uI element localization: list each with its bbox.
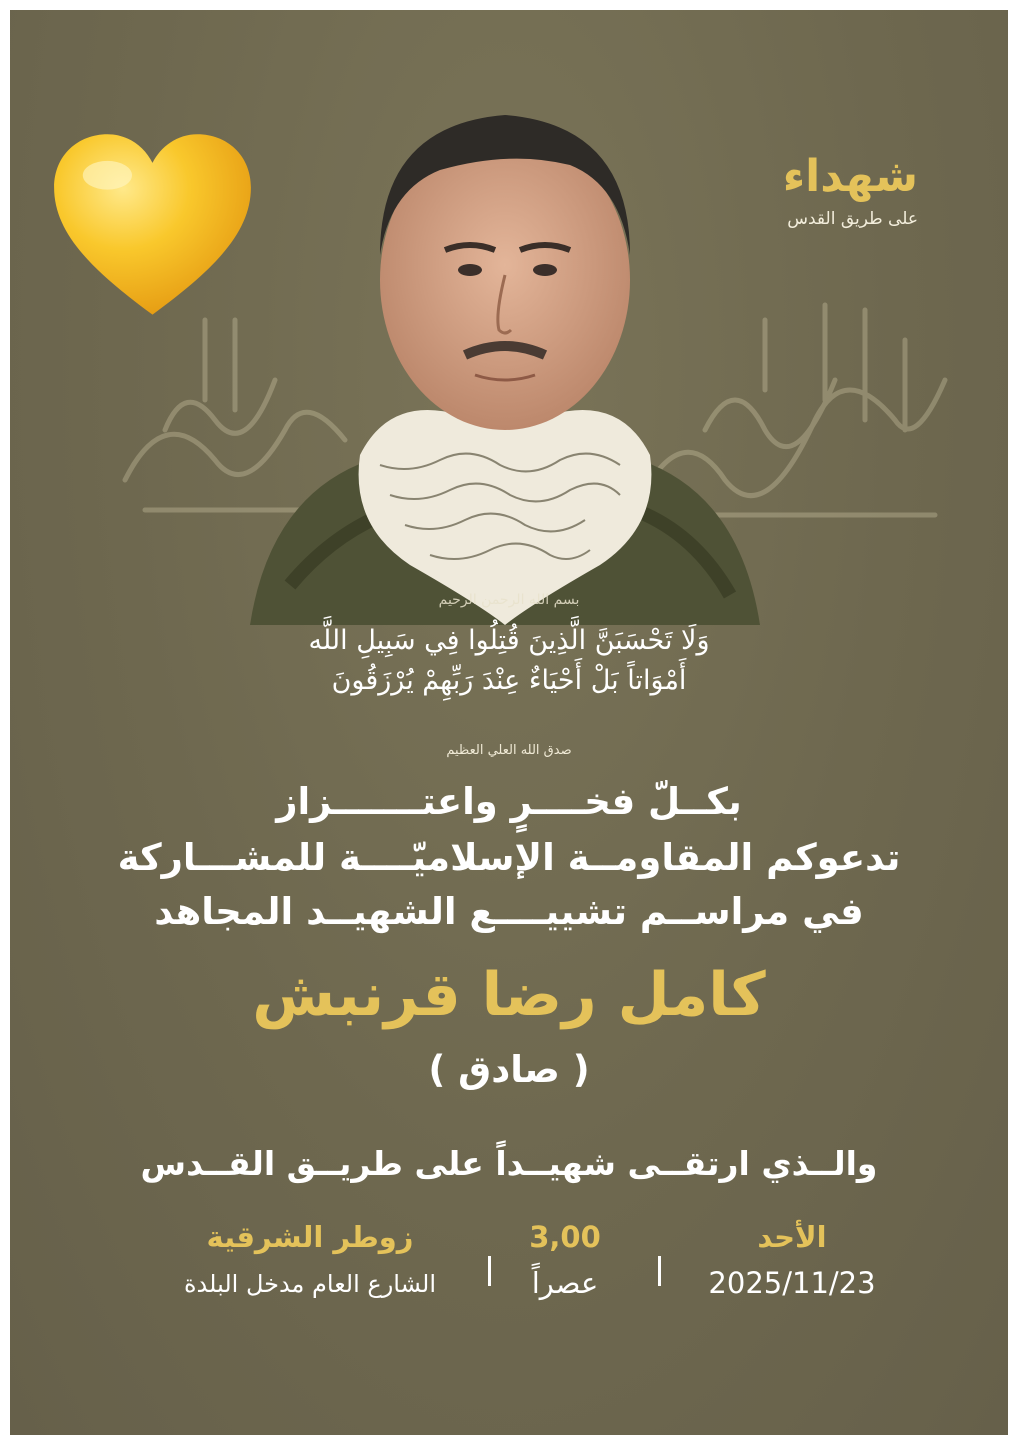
martyr-name: كامل رضا قرنبش — [252, 960, 766, 1030]
funeral-day: الأحد — [757, 1220, 827, 1254]
verse-closing: صدق الله العلي العظيم — [446, 743, 572, 758]
martyr-portrait — [230, 65, 780, 625]
funeral-day-block — [682, 1220, 902, 1300]
brand-subtitle: على طريق القدس — [787, 209, 918, 229]
funeral-period: عصراً — [531, 1266, 599, 1300]
invitation-line-2: تدعوكم المقاومــة الإسلاميّــــة للمشـــاركة — [117, 836, 901, 879]
funeral-date: 2025/11/23 — [708, 1266, 876, 1300]
martyr-nickname: ( صادق ) — [428, 1048, 590, 1091]
brand-logo — [782, 151, 918, 229]
funeral-time: 3,00 — [529, 1220, 601, 1254]
funeral-location: الشارع العام مدخل البلدة — [183, 1270, 437, 1298]
verse-line-1: وَلَا تَحْسَبَنَّ الَّذِينَ قُتِلُوا فِي سَبِيلِ اللَّه — [308, 625, 710, 656]
verse-line-2: أَمْوَاتاً بَلْ أَحْيَاءٌ عِنْدَ رَبِّهِمْ يُرْزَقُونَ — [331, 665, 687, 696]
info-divider — [658, 1256, 661, 1286]
martyr-ascended-text: والــذي ارتقــى شهيــداً على طريــق القــدس — [140, 1144, 878, 1183]
funeral-time-block — [505, 1220, 625, 1300]
invitation-line-1: بكــلّ فخــــرٍ واعتـــــــزاز — [276, 780, 742, 823]
info-divider — [488, 1256, 491, 1286]
funeral-town: زوطر الشرقية — [206, 1220, 414, 1254]
funeral-poster — [10, 10, 1008, 1435]
brand-title: شهداء — [782, 151, 918, 202]
invitation-line-3: في مراســم تشييــــع الشهيــد المجاهد — [154, 890, 864, 933]
yellow-heart-icon — [50, 130, 255, 325]
verse-basmala: بسم الله الرحمن الرحيم — [438, 592, 580, 608]
funeral-place-block — [160, 1220, 460, 1298]
